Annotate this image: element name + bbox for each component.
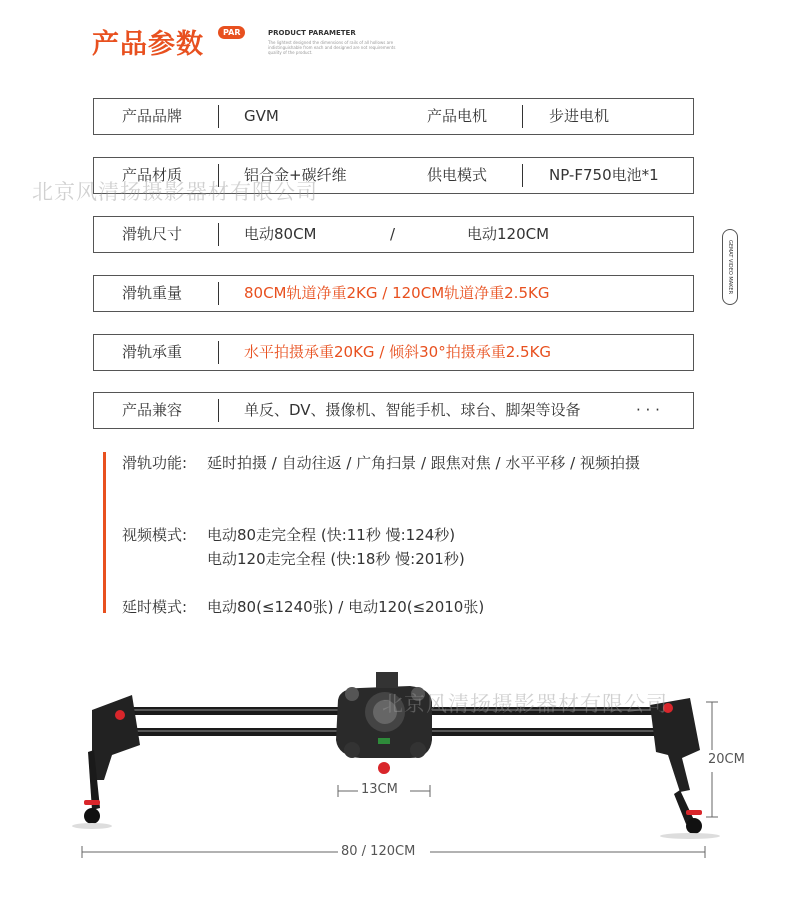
vertical-tag-text: GEMAT VIDEO MAKER — [727, 239, 733, 295]
watermark: 北京风清扬摄影器材有限公司 — [382, 692, 668, 716]
spec-row-weight — [93, 275, 694, 312]
spec-row-brand — [93, 98, 694, 135]
divider — [218, 223, 219, 246]
spec-value-2: 步进电机 — [549, 107, 610, 125]
carriage-dimension: 13CM — [361, 782, 398, 797]
spec-value: 80CM轨道净重2KG / 120CM轨道净重2.5KG — [244, 284, 550, 302]
spec-row-size — [93, 216, 694, 253]
divider — [218, 105, 219, 128]
spec-label: 滑轨尺寸 — [122, 225, 183, 243]
function-label: 滑轨功能: — [122, 454, 188, 472]
divider — [218, 341, 219, 364]
divider — [522, 164, 523, 187]
spec-label: 产品兼容 — [122, 401, 183, 419]
spec-value: 水平拍摄承重20KG / 倾斜30°拍摄承重2.5KG — [244, 343, 552, 361]
slider-product-image — [0, 640, 792, 908]
divider — [522, 105, 523, 128]
par-badge: PAR — [218, 26, 245, 39]
spec-row-load — [93, 334, 694, 371]
timelapse-label: 延时模式: — [122, 598, 188, 616]
spec-value: 单反、DV、摄像机、智能手机、球台、脚架等设备 — [244, 401, 581, 419]
spec-label: 滑轨重量 — [122, 284, 183, 302]
spec-label-2: 产品电机 — [427, 107, 488, 125]
spec-label: 产品品牌 — [122, 107, 183, 125]
video-mode-line1: 电动80走完全程 (快:11秒 慢:124秒) — [207, 526, 456, 544]
page-title: 产品参数 — [92, 29, 204, 60]
english-description: The lightest designed the dimensions of rails of all hollows are indistinguishable from each and designed are not requirements quality of the product. — [268, 40, 396, 55]
length-dimension: 80 / 120CM — [341, 844, 416, 859]
more-ellipsis: · · · — [636, 401, 660, 419]
spec-value: GVM — [244, 107, 279, 125]
watermark: 北京风清扬摄影器材有限公司 — [32, 180, 318, 204]
spec-value: 铝合金+碳纤维 — [244, 166, 347, 184]
vertical-brand-tag — [722, 229, 738, 305]
video-mode-line2: 电动120走完全程 (快:18秒 慢:201秒) — [207, 550, 465, 568]
accent-bar — [103, 452, 106, 613]
spec-separator: / — [390, 225, 396, 243]
spec-row-compat — [93, 392, 694, 429]
spec-label: 滑轨承重 — [122, 343, 183, 361]
spec-value-80: 电动80CM — [244, 225, 317, 243]
height-dimension: 20CM — [708, 752, 745, 767]
spec-label: 产品材质 — [122, 166, 183, 184]
timelapse-value: 电动80(≤1240张) / 电动120(≤2010张) — [207, 598, 485, 616]
divider — [218, 399, 219, 422]
english-title: PRODUCT PARAMETER — [268, 29, 356, 37]
video-mode-label: 视频模式: — [122, 526, 188, 544]
spec-value-2: NP-F750电池*1 — [549, 166, 659, 184]
spec-value-120: 电动120CM — [467, 225, 550, 243]
divider — [218, 282, 219, 305]
function-value: 延时拍摄 / 自动往返 / 广角扫景 / 跟焦对焦 / 水平平移 / 视频拍摄 — [207, 454, 640, 472]
spec-label-2: 供电模式 — [427, 166, 488, 184]
